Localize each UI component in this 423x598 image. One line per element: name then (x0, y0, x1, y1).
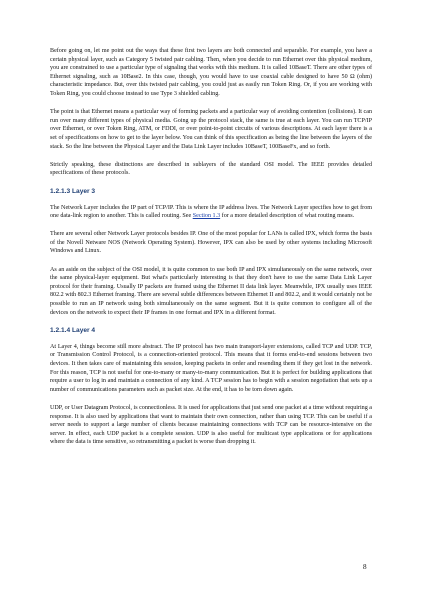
heading-layer-3: 1.2.1.3 Layer 3 (50, 187, 96, 195)
paragraph-network-layer (50, 204, 372, 221)
paragraph-tcp: At Layer 4, things become still more abstract. The IP protocol has two main transport-layer extensions, called TCP and UDP. TCP, or Transmission Control Protocol, is a connection-oriented protocol. This means that it forms end-to-end sessions between two devices. It then takes care of maintaining this session, keeping packets in order and resending them if they get lost in the network. For this reason, TCP is not useful for one-to-many or many-to-many communication. But it is perfect for building applications that require a user to log in and maintain a connection of any kind. A TCP session has to begin with a session negotiation that sets up a number of communications parameters such as packet size. At the end, it has to be torn down again. (50, 343, 372, 393)
page-body (50, 47, 372, 457)
paragraph-udp: UDP, or User Datagram Protocol, is connectionless. It is used for applications that just send one packet at a time without requiring a response. It is also used by applications that want to maintain their own connection, rather than using TCP. This can be useful if a server needs to support a large number of clients because maintaining connections with TCP can be resource-intensive on the server. In effect, each UDP packet is a complete session. UDP is also useful for multicast type applications or for applications where the data is time sensitive, so retransmitting a packet is worse than dropping it. (50, 404, 372, 446)
heading-layer-4: 1.2.1.4 Layer 4 (50, 326, 96, 334)
paragraph-physical-layer: Before going on, let me point out the ways that these first two layers are both connected and separable. For example, you have a certain physical layer, such as Category 5 twisted pair cabling. Then, when you decide to run Ethernet over this physical medium, you are constrained to use a particular type of signaling that works with this medium. It is called 10BaseT. There are other types of Ethernet signaling, such as 10Base2. In this case, though, you would have to use coaxial cable designed to have 50 Ω (ohm) characteristic impedance. But, over this twisted pair cabling, you could just as easily run Token Ring. Or, if you are working with Token Ring, you could choose instead to use Type 3 shielded cabling. (50, 48, 372, 97)
network-layer-text-end: for a more detailed description of what routing means. (220, 213, 355, 220)
paragraph-ethernet-media: The point is that Ethernet means a particular way of forming packets and a particular way of avoiding contention (collisions). It can run over many different types of physical media. Going up the protocol stack, the same is true at each layer. You can run TCP/IP over Ethernet, or over Token Ring, ATM, or FDDI, or over point-to-point circuits of various descriptions. At each layer there is a set of specifications on how to get to the layer below. You can think of this specification as being the line between the layers of the stack. So the line between the Physical Layer and the Data Link Layer includes 10BaseT, 100BaseFx, and so forth. (50, 109, 372, 150)
network-layer-text-start: The Network Layer includes the IP part of TCP/IP. This is where the IP address lives. The Network Layer specifies how to get from one data-link region to another. This is called routing. See (50, 204, 372, 220)
paragraph-osi-aside: As an aside on the subject of the OSI model, it is quite common to use both IP and IPX simultaneously on the same network, over the same physical-layer equipment. But what's particularly interesting is that they don't have to use the same Data Link Layer protocol for their framing. Usually IP packets are framed using the Ethernet II data link layer. Meanwhile, IPX usually uses IEEE 802.2 with 802.3 Ethernet framing. There are several subtle differences between Ethernet II and 802.2, and it would certainly not be possible to run an IP network using both simultaneously on the same segment. But it is quite common to configure all of the devices on the network to expect their IP frames in one format and IPX in a different format. (50, 266, 372, 316)
page-number: 8 (363, 563, 367, 571)
paragraph-ipx: There are several other Network Layer protocols besides IP. One of the most popular for LANs is called IPX, which forms the basis of the Novell Netware NOS (Network Operating System). However, IPX can also be used by other systems including Microsoft Windows and Linux. (50, 231, 372, 255)
section-1-3-link[interactable]: Section 1.3 (192, 213, 221, 220)
paragraph-osi-sublayers: Strictly speaking, these distinctions are described in sublayers of the standard OSI model. The IEEE provides detailed specifications of these protocols. (50, 161, 372, 177)
